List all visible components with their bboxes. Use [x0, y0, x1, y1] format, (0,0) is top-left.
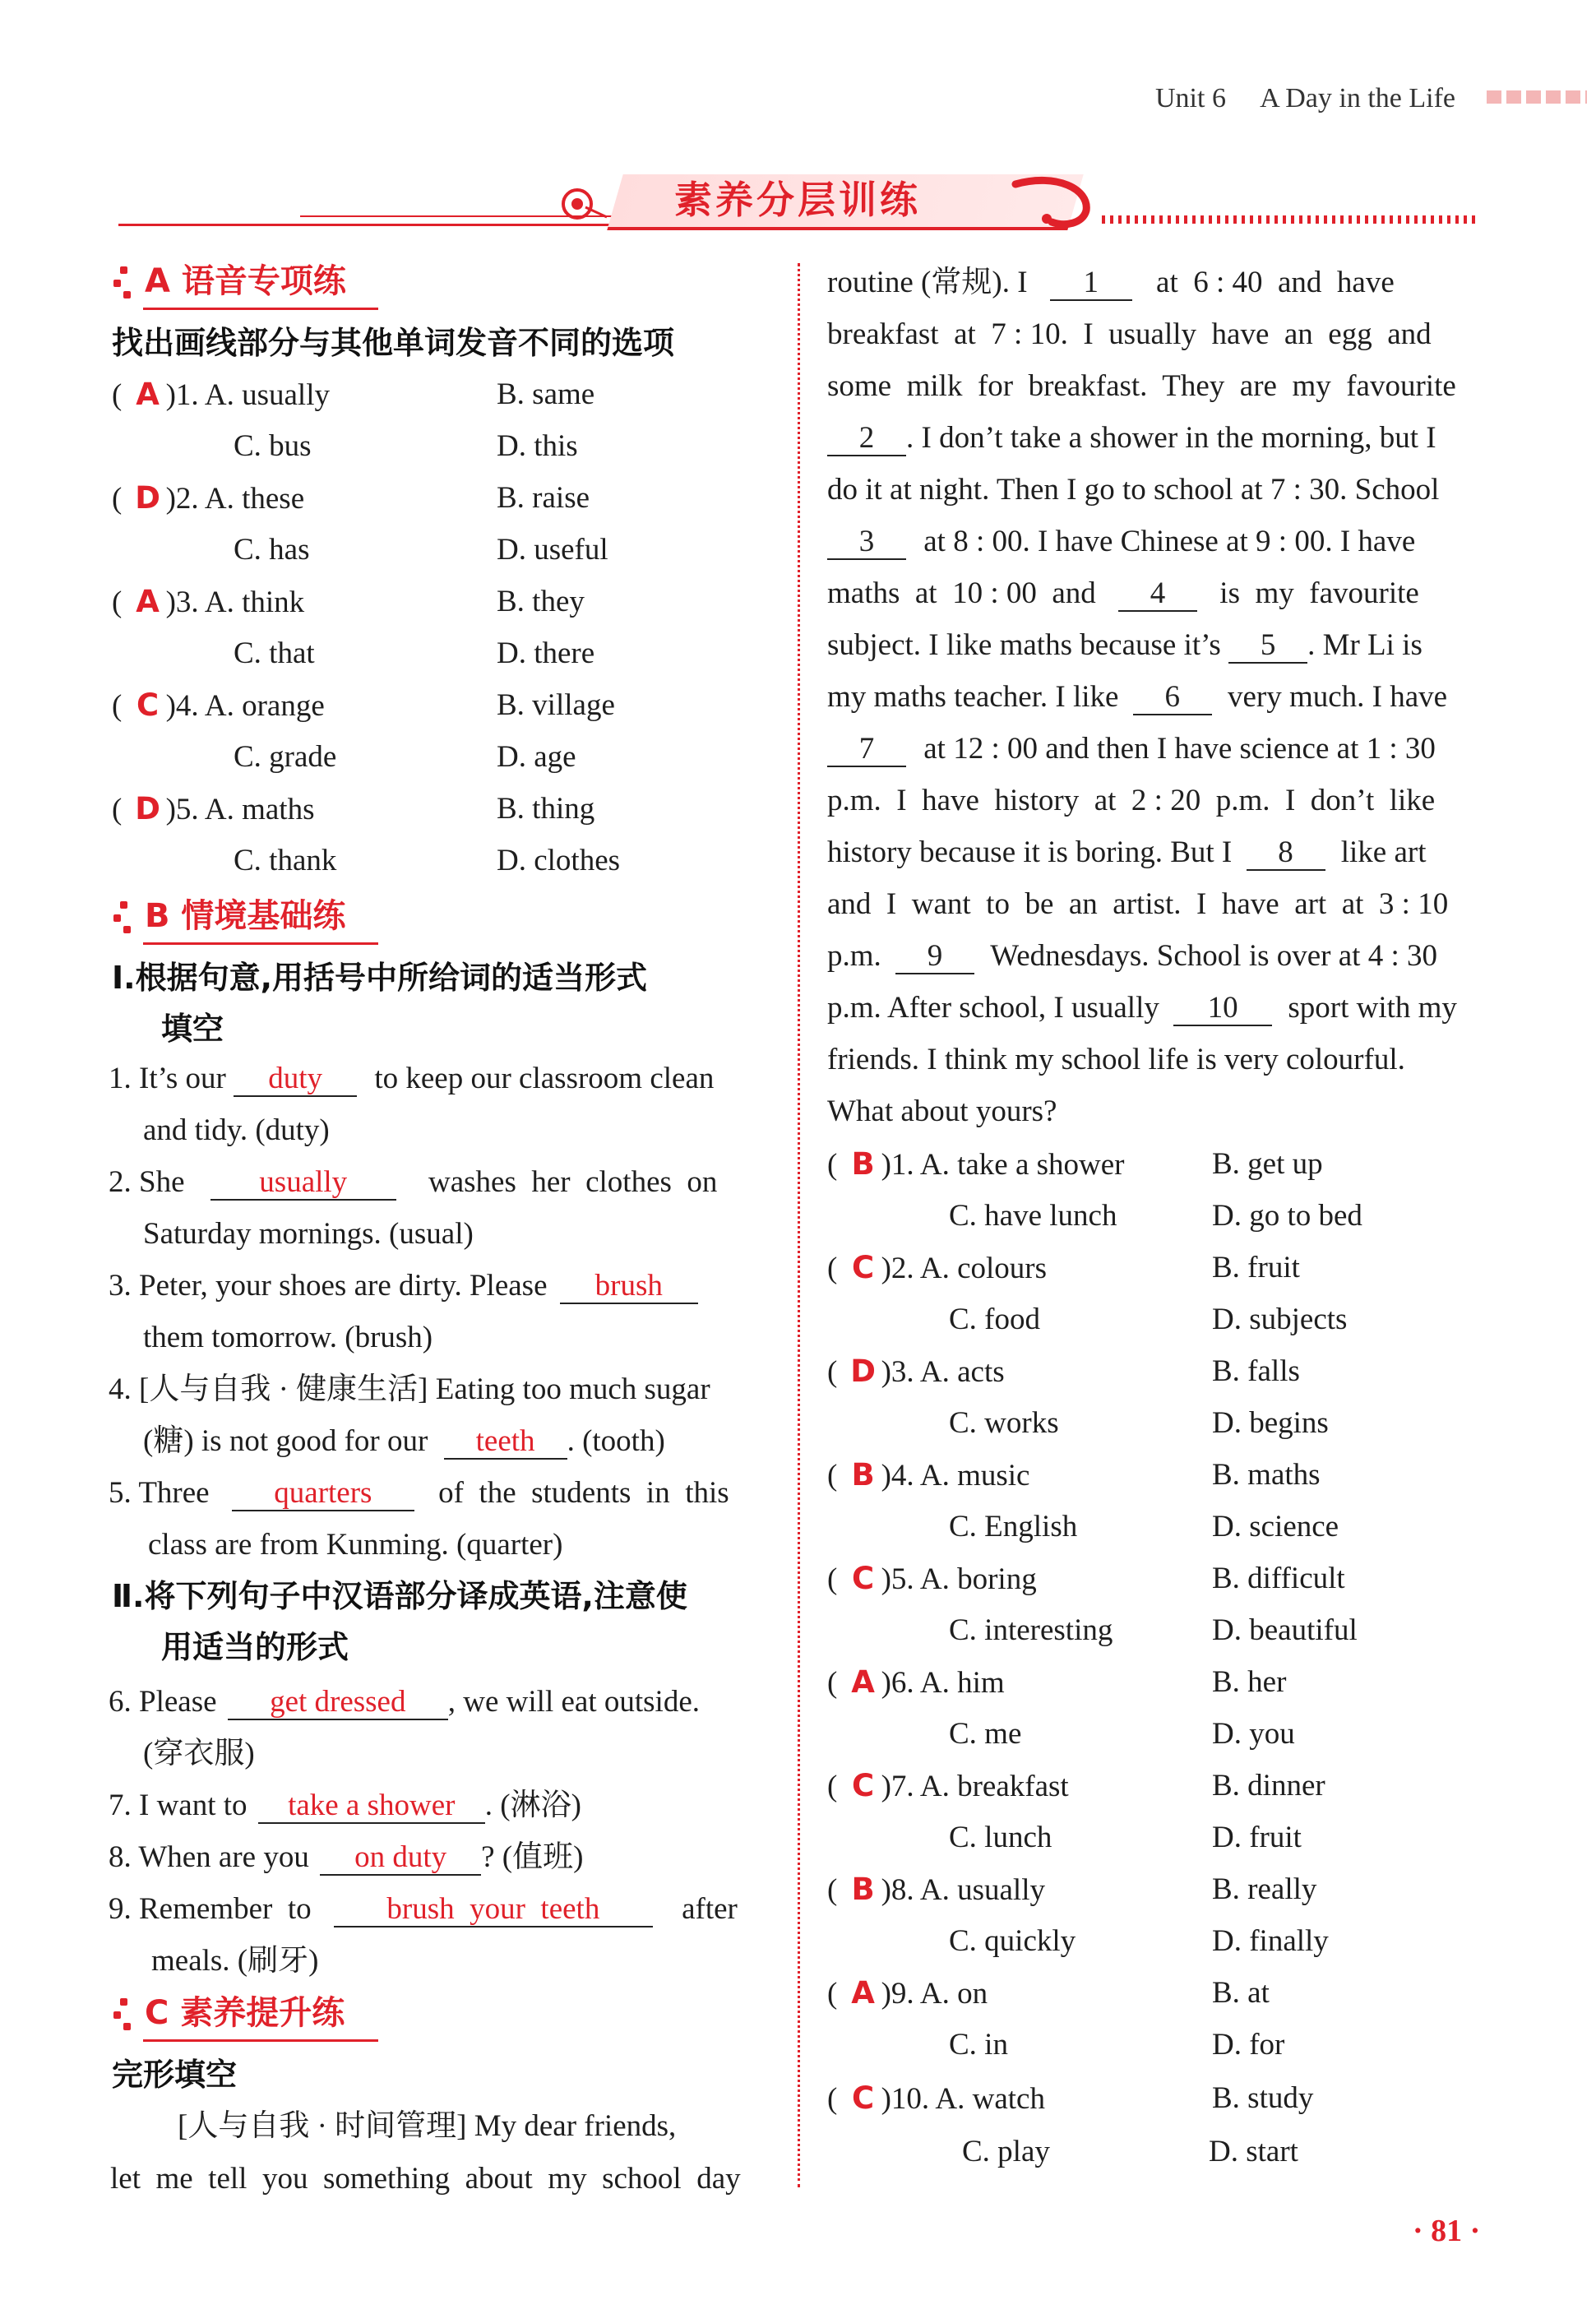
- cloze-blank: 1: [1050, 266, 1132, 301]
- answer-blank: brush your teeth: [334, 1893, 653, 1927]
- option-c: C. English: [949, 1510, 1078, 1543]
- option-c: C. thank: [234, 844, 337, 877]
- section-b-label: B 情境基础练: [145, 897, 346, 935]
- cloze-blank: 9: [895, 940, 974, 974]
- answer-blank: on duty: [320, 1841, 481, 1876]
- option-b: B. get up: [1212, 1147, 1323, 1181]
- cloze-blank: 4: [1118, 577, 1197, 612]
- question-1: 1. It’s our duty to keep our classroom clean: [109, 1062, 715, 1095]
- question-4: 4. [人与自我 · 健康生活] Eating too much sugar: [109, 1372, 710, 1406]
- option-d: D. there: [497, 636, 595, 670]
- option-c: C. quickly: [949, 1924, 1076, 1958]
- unit-label: Unit 6: [1155, 83, 1226, 113]
- passage-line: history because it is boring. But I 8 like art: [827, 835, 1427, 869]
- question-5-line2: class are from Kunming. (quarter): [148, 1528, 563, 1562]
- question-3: 3. Peter, your shoes are dirty. Please brush: [109, 1260, 698, 1312]
- passage-line: What about yours?: [827, 1094, 1057, 1128]
- cloze-item-7: ( C )7. A. breakfast: [827, 1768, 1069, 1803]
- cloze-item-4: ( B )4. A. music: [827, 1457, 1030, 1492]
- answer-blank: usually: [210, 1166, 396, 1201]
- phonics-item-5: ( D )5. A. maths: [112, 791, 315, 826]
- cloze-item-10: ( C )10. A. watch: [827, 2080, 1045, 2116]
- option-c: C. works: [949, 1406, 1059, 1440]
- question-2-line2: Saturday mornings. (usual): [143, 1217, 474, 1251]
- section-a-instruction: 找出画线部分与其他单词发音不同的选项: [112, 325, 675, 361]
- option-d: D. this: [497, 429, 578, 463]
- cloze-blank: 10: [1173, 992, 1272, 1026]
- banner-dotted-right: [1102, 215, 1480, 224]
- option-b: B. at: [1212, 1976, 1270, 2010]
- option-d: D. age: [497, 740, 576, 774]
- answer-blank: quarters: [232, 1477, 414, 1511]
- option-d: D. useful: [497, 533, 608, 567]
- passage-line: friends. I think my school life is very colourful.: [827, 1043, 1405, 1076]
- option-c: C. in: [949, 2028, 1008, 2062]
- question-9: 9. Remember to brush your teeth after: [109, 1892, 738, 1926]
- option-b: B. they: [497, 585, 585, 618]
- section-b-heading: [113, 891, 385, 941]
- page-number: · 81 ·: [1413, 2214, 1481, 2248]
- passage-line: p.m. I have history at 2 : 20 p.m. I don’t like: [827, 784, 1436, 817]
- question-1-line2: and tidy. (duty): [143, 1113, 330, 1147]
- answer-blank: brush: [560, 1270, 698, 1304]
- cloze-item-5: ( C )5. A. boring: [827, 1561, 1037, 1596]
- section-a-label: A 语音专项练: [145, 262, 346, 300]
- question-3-line2: them tomorrow. (brush): [143, 1321, 433, 1354]
- option-d: D. subjects: [1212, 1303, 1348, 1336]
- passage-line: 2 . I don’t take a shower in the morning, but I: [827, 412, 1436, 464]
- passage-line: 3 at 8 : 00. I have Chinese at 9 : 00. I have: [827, 516, 1415, 567]
- option-b: B. her: [1212, 1665, 1287, 1699]
- option-c: C. play: [962, 2135, 1050, 2168]
- phonics-item-4: ( C )4. A. orange: [112, 687, 325, 723]
- answer-blank: duty: [234, 1062, 357, 1097]
- question-9-line2: meals. (刷牙): [151, 1944, 319, 1978]
- section-c-heading: [113, 1988, 385, 2038]
- passage-line: do it at night. Then I go to school at 7 : 30. School: [827, 473, 1440, 507]
- option-d: D. fruit: [1212, 1821, 1302, 1854]
- option-c: C. grade: [234, 740, 337, 774]
- cloze-blank: 2: [827, 422, 906, 456]
- cloze-intro-line1: [人与自我 · 时间管理] My dear friends,: [178, 2109, 677, 2143]
- question-8: 8. When are you on duty ? (值班): [109, 1840, 584, 1874]
- cloze-intro-line2: let me tell you something about my school day: [110, 2162, 741, 2196]
- option-b: B. study: [1212, 2081, 1314, 2115]
- header-stripes: [1487, 90, 1587, 104]
- cloze-item-2: ( C )2. A. colours: [827, 1250, 1048, 1285]
- option-b: B. maths: [1212, 1458, 1321, 1492]
- option-d: D. finally: [1212, 1924, 1329, 1958]
- option-b: B. raise: [497, 481, 590, 515]
- question-6: 6. Please get dressed , we will eat outside.: [109, 1685, 700, 1719]
- passage-line: routine (常规). I 1 at 6 : 40 and have: [827, 266, 1395, 299]
- target-icon: [553, 183, 610, 225]
- unit-title: A Day in the Life: [1260, 83, 1456, 113]
- option-c: C. has: [234, 533, 310, 567]
- answer-blank: take a shower: [258, 1789, 485, 1824]
- section-c-instruction: 完形填空: [112, 2057, 238, 2093]
- option-c: C. bus: [234, 429, 312, 463]
- cloze-blank: 5: [1228, 629, 1307, 664]
- option-b: B. village: [497, 688, 615, 722]
- option-c: C. lunch: [949, 1821, 1052, 1854]
- cloze-item-6: ( A )6. A. him: [827, 1664, 1005, 1700]
- option-d: D. science: [1212, 1510, 1339, 1543]
- swoosh-icon: [1007, 173, 1098, 230]
- cloze-item-8: ( B )8. A. usually: [827, 1872, 1045, 1907]
- cloze-blank: 6: [1133, 681, 1212, 715]
- section-c-label: C 素养提升练: [145, 1994, 345, 2032]
- option-b: B. difficult: [1212, 1562, 1345, 1595]
- option-b: B. fruit: [1212, 1251, 1300, 1284]
- option-d: D. begins: [1212, 1406, 1329, 1440]
- passage-line: my maths teacher. I like 6 very much. I have: [827, 680, 1448, 714]
- cloze-item-9: ( A )9. A. on: [827, 1975, 988, 2011]
- part1-title: Ⅰ.根据句意,用括号中所给词的适当形式 填空: [112, 960, 648, 1047]
- answer-blank: get dressed: [228, 1686, 448, 1720]
- option-c: C. interesting: [949, 1613, 1113, 1647]
- option-d: D. beautiful: [1212, 1613, 1358, 1647]
- question-5: 5. Three quarters of the students in this: [109, 1476, 729, 1510]
- part2-title: Ⅱ.将下列句子中汉语部分译成英语,注意使 用适当的形式: [112, 1578, 687, 1665]
- cloze-blank: 3: [827, 525, 906, 560]
- cloze-blank: 7: [827, 733, 906, 767]
- option-b: B. dinner: [1212, 1769, 1325, 1803]
- section-a-heading: [113, 257, 385, 306]
- question-4-line2: (糖) is not good for our teeth . (tooth): [143, 1424, 665, 1458]
- phonics-item-3: ( A )3. A. think: [112, 584, 305, 619]
- question-7: 7. I want to take a shower . (淋浴): [109, 1789, 581, 1822]
- passage-line: p.m. 9 Wednesdays. School is over at 4 : 30: [827, 939, 1437, 973]
- option-d: D. for: [1212, 2028, 1285, 2062]
- banner-title: 素养分层训练: [674, 178, 921, 222]
- phonics-item-1: ( A )1. A. usually: [112, 368, 330, 421]
- answer-blank: teeth: [444, 1425, 567, 1460]
- running-header: [1155, 81, 1455, 117]
- option-c: C. have lunch: [949, 1199, 1117, 1233]
- option-c: C. food: [949, 1303, 1040, 1336]
- option-b: B. thing: [497, 792, 595, 826]
- cloze-item-1: ( B )1. A. take a shower: [827, 1146, 1125, 1182]
- answer: A: [136, 377, 160, 412]
- passage-line: 7 at 12 : 00 and then I have science at 1 : 30: [827, 723, 1436, 775]
- passage-line: subject. I like maths because it’s 5 . Mr Li is: [827, 628, 1423, 662]
- cloze-item-3: ( D )3. A. acts: [827, 1354, 1005, 1389]
- option-d: D. go to bed: [1212, 1199, 1362, 1233]
- option-b: B. really: [1212, 1872, 1317, 1906]
- side-code: [0, 1151, 2, 1233]
- passage-line: breakfast at 7 : 10. I usually have an egg and: [827, 317, 1432, 351]
- passage-line: some milk for breakfast. They are my favourite: [827, 369, 1456, 403]
- phonics-item-2: ( D )2. A. these: [112, 480, 305, 516]
- option-d: D. clothes: [497, 844, 621, 877]
- passage-line: p.m. After school, I usually 10 sport with my: [827, 991, 1457, 1025]
- option-b: B. same: [497, 377, 595, 411]
- option-c: C. me: [949, 1717, 1022, 1751]
- option-d: D. start: [1209, 2135, 1298, 2168]
- cloze-blank: 8: [1247, 836, 1325, 871]
- passage-line: maths at 10 : 00 and 4 is my favourite: [827, 576, 1419, 610]
- question-6-line2: (穿衣服): [143, 1737, 255, 1770]
- option-b: B. falls: [1212, 1354, 1300, 1388]
- option-c: C. that: [234, 636, 315, 670]
- column-separator: [798, 263, 800, 2187]
- option-d: D. you: [1212, 1717, 1295, 1751]
- passage-line: and I want to be an artist. I have art at 3 : 10: [827, 887, 1449, 921]
- question-2: 2. She usually washes her clothes on: [109, 1165, 718, 1199]
